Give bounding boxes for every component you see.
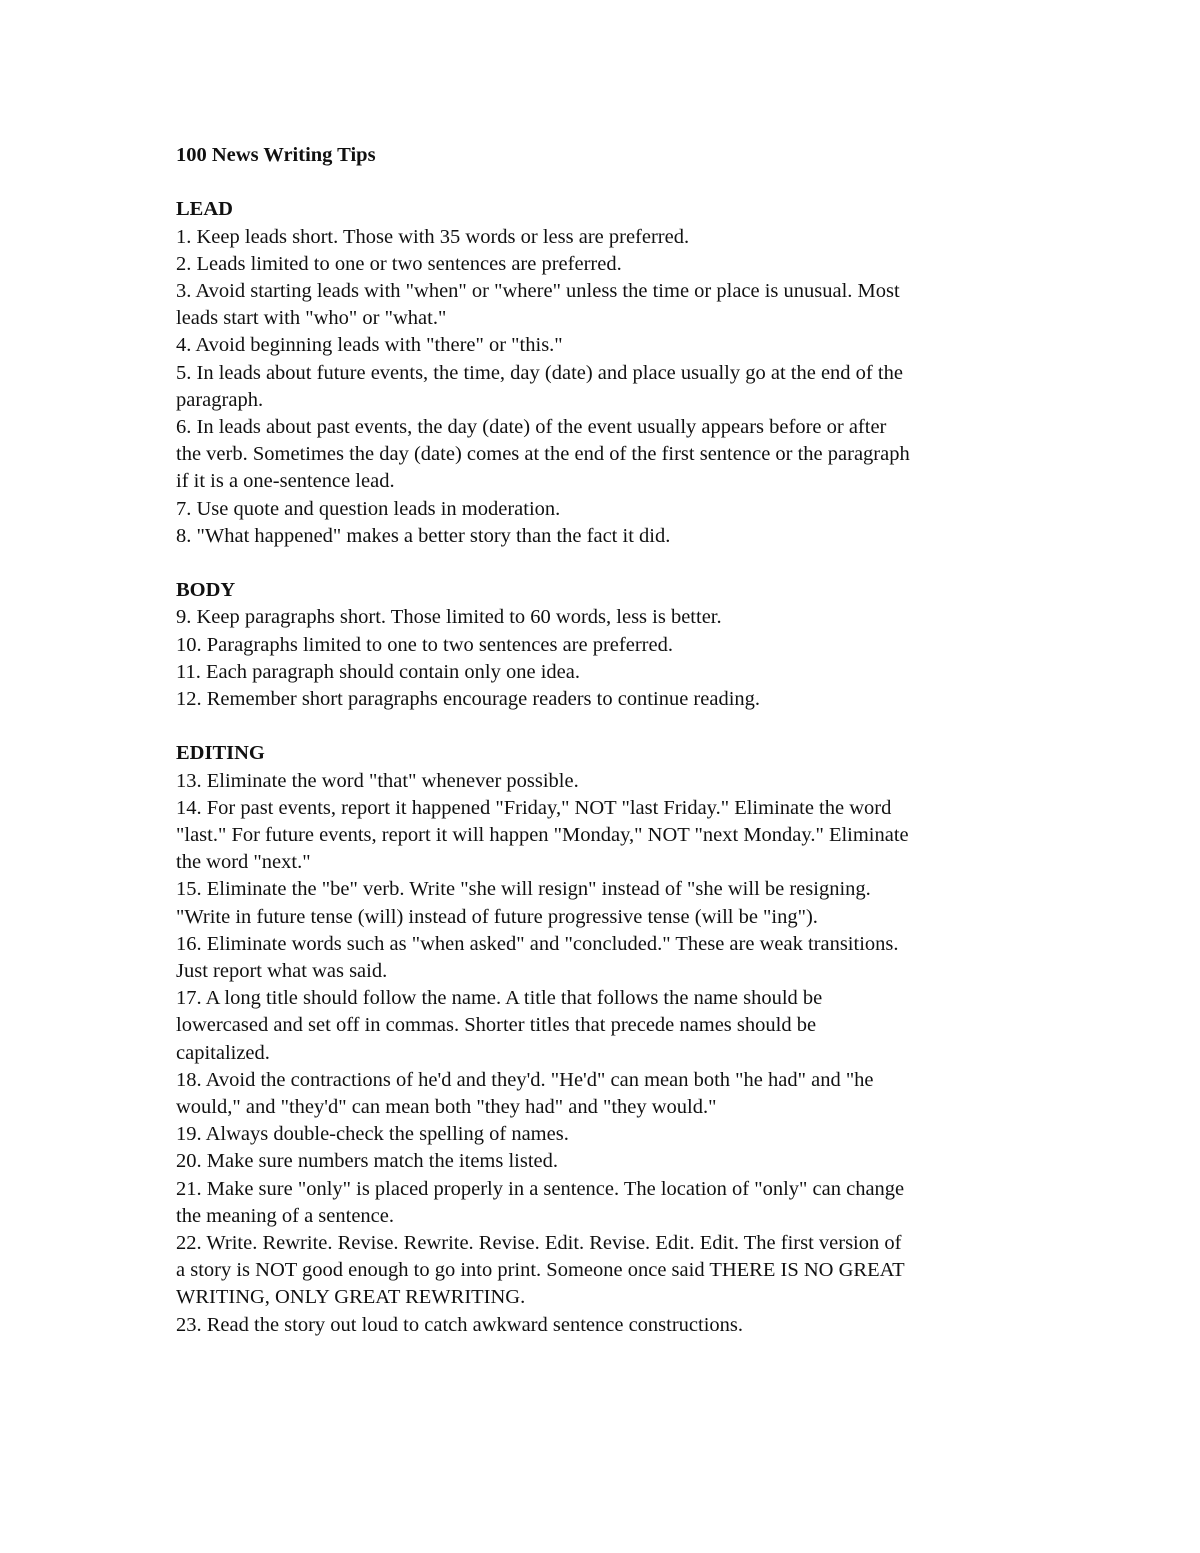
document-page [176,142,1036,1339]
tip-item: 14. For past events, report it happened "Friday," NOT "last Friday." Eliminate the word "last." For future events, report it will happen "Monday," NOT "next Monday." Eliminate the word "next." [176,796,909,874]
tip-item: 20. Make sure numbers match the items listed. [176,1150,559,1173]
tip-item: 8. "What happened" makes a better story than the fact it did. [176,524,671,547]
tip-item: 17. A long title should follow the name. A title that follows the name should be lowercased and set off in commas. Shorter titles that precede names should be capitalized. [176,987,823,1064]
tip-item: 21. Make sure "only" is placed properly in a sentence. The location of "only" can change the meaning of a sentence. [176,1177,905,1227]
tip-item: 23. Read the story out loud to catch awkward sentence constructions. [176,1313,744,1336]
section-lead [176,196,1036,550]
tip-item: 1. Keep leads short. Those with 35 words or less are preferred. [176,225,690,248]
section-heading: EDITING [176,742,265,765]
tip-item: 6. In leads about past events, the day (date) of the event usually appears before or after the verb. Sometimes the day (date) comes at the end of the first sentence or the paragraph if it is a one-sentence lead. [176,416,910,493]
tip-item: 19. Always double-check the spelling of names. [176,1123,569,1146]
tip-item: 5. In leads about future events, the time, day (date) and place usually go at the end of the paragraph. [176,361,903,411]
tip-item: 2. Leads limited to one or two sentences are preferred. [176,252,622,275]
document-title: 100 News Writing Tips [176,144,376,166]
tip-item: 4. Avoid beginning leads with "there" or "this." [176,334,563,357]
section-body [176,577,1036,713]
tip-item: 18. Avoid the contractions of he'd and they'd. "He'd" can mean both "he had" and "he would," and "they'd" can mean both "they had" and "they would." [176,1068,874,1119]
tip-item: 7. Use quote and question leads in moderation. [176,497,561,520]
tip-item: 12. Remember short paragraphs encourage readers to continue reading. [176,688,761,711]
tip-item: 15. Eliminate the "be" verb. Write "she will resign" instead of "she will be resigning. "Write in future tense (will) instead of future progressive tense (will be "ing"). [176,878,871,928]
tip-item: 10. Paragraphs limited to one to two sentences are preferred. [176,633,673,656]
section-heading: LEAD [176,198,233,221]
section-heading: BODY [176,579,236,602]
tip-item: 11. Each paragraph should contain only one idea. [176,660,580,683]
tip-item: 9. Keep paragraphs short. Those limited to 60 words, less is better. [176,606,722,629]
section-editing [176,740,1036,1338]
tip-item: 13. Eliminate the word "that" whenever possible. [176,769,579,792]
tip-item: 22. Write. Rewrite. Revise. Rewrite. Revise. Edit. Revise. Edit. Edit. The first version of a story is NOT good enough to go into print. Someone once said THERE IS NO GREAT WRITING, ONLY GREAT REWRITING. [176,1232,905,1309]
tip-item: 16. Eliminate words such as "when asked" and "concluded." These are weak transitions. Just report what was said. [176,932,899,983]
tip-item: 3. Avoid starting leads with "when" or "where" unless the time or place is unusual. Most leads start with "who" or "what." [176,279,900,330]
